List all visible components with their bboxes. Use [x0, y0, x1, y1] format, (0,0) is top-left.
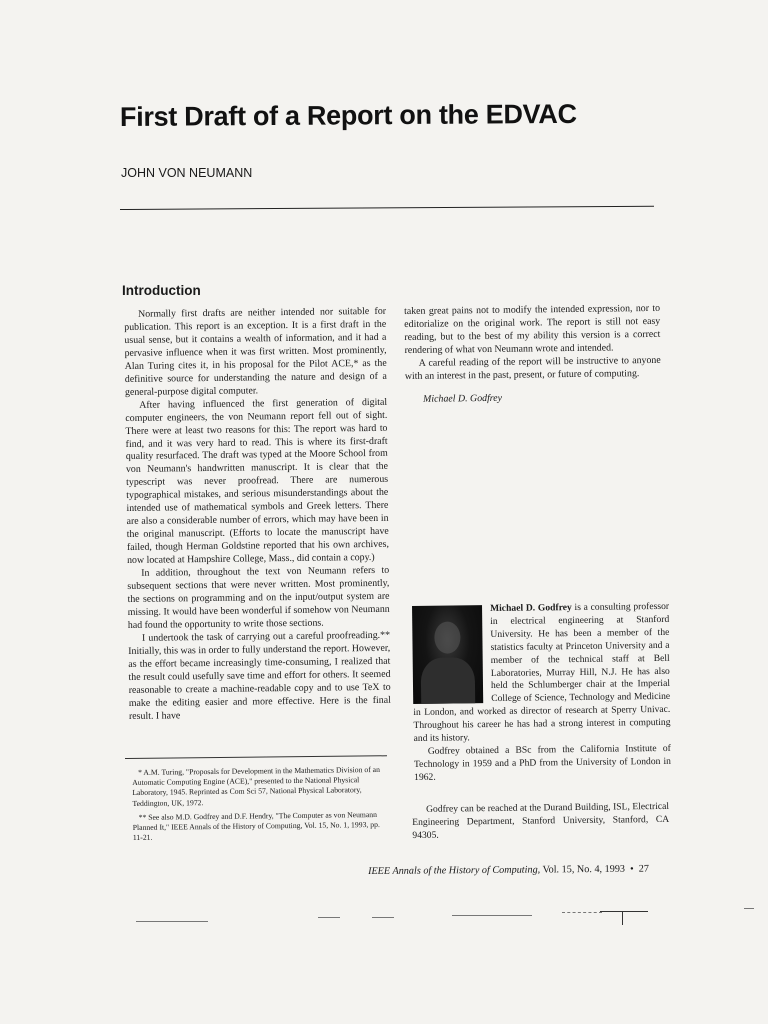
footnote-rule — [125, 755, 387, 759]
scan-artifact-line — [600, 911, 648, 912]
left-column — [124, 306, 391, 724]
page-footer — [368, 863, 668, 877]
author-bio — [412, 601, 671, 785]
scan-artifact-tick — [622, 911, 623, 925]
intro-paragraph-2: After having influenced the first generation of digital computer engineers, the von Neumann report fell out of sight. There were at least two reasons for this: The report was hard to find, and it was very hard to read. This is where its first-draft quality resurfaced. The draft was typed at the Moore School from von Neumann's handwritten manuscript. It is clear that the typescript was never proofread. There are numerous typographical mistakes, and serious misunderstandings about the intended use of mathematical symbols and Greek letters. There are also a considerable number of errors, which may have been in the original manuscript. (Efforts to locate the manuscript have failed, though Herman Goldstine reported that his own archives, now located at Hampshire College, Mass., did contain a copy.) — [125, 396, 389, 567]
scan-artifact-line — [372, 917, 394, 918]
footer-journal: IEEE Annals of the History of Computing — [368, 864, 538, 877]
intro-paragraph-1: Normally first drafts are neither intended nor suitable for publication. This report is an exception. It is a first draft in the usual sense, but it contains a wealth of information, and it had a pervasive influence when it was first written. Most prominently, Alan Turing cites it, in his proposal for the Pilot ACE,* as the definitive source for understanding the nature and design of a general-purpose digital computer. — [124, 305, 387, 398]
signature: Michael D. Godfrey — [423, 392, 503, 405]
scan-artifact-line — [562, 912, 602, 913]
scan-artifact-line — [318, 917, 340, 918]
right-column — [404, 303, 661, 407]
scan-artifact-line — [452, 915, 532, 916]
bio-name: Michael D. Godfrey — [489, 602, 572, 615]
article-author: JOHN VON NEUMANN — [121, 166, 253, 180]
intro-paragraph-3: In addition, throughout the text von Neumann refers to subsequent sections that were never written. Most prominently, the sections on programming and on the input/output system are missing. It would have been wonderful if somehow von Neumann had found the opportunity to write those sections. — [127, 564, 390, 631]
bio-contact-block — [412, 801, 669, 843]
intro-paragraph-4: I undertook the task of carrying out a careful proofreading.** Initially, this was in order to fully understand the report. However, as the effort became increasingly time-consuming, I realized that the result could usefully save time and effort for others. It seemed reasonable to create a machine-readable copy and to use TeX to make the editing easier and more effective. Here is the final result. I have — [128, 629, 391, 722]
intro-paragraph-5: A careful reading of the report will be instructive to anyone with an interest in the past, present, or future of computing. — [404, 354, 661, 382]
footnotes — [132, 765, 391, 848]
footnote-2: ** See also M.D. Godfrey and D.F. Hendry, "The Computer as von Neumann Planned It," IEEE Annals of the History of Computing, Vol. 15, No. 1, 1993, pp. 11-21. — [132, 809, 380, 843]
scan-artifact-line — [136, 921, 208, 922]
page-number: 27 — [638, 863, 650, 875]
scan-artifact-line — [744, 908, 754, 909]
section-heading: Introduction — [122, 283, 201, 298]
bio-education: Godfrey obtained a BSc from the California Institute of Technology in 1959 and a PhD from the University of London in 1962. — [413, 742, 672, 783]
footer-separator: • — [630, 863, 634, 875]
article-title: First Draft of a Report on the EDVAC — [119, 98, 577, 132]
bio-contact: Godfrey can be reached at the Durand Building, ISL, Electrical Engineering Department, Stanford University, Stanford, CA 94305. — [412, 800, 670, 841]
title-rule — [120, 206, 654, 210]
intro-continuation: taken great pains not to modify the intended expression, nor to editorialize on the original work. The report is still not easy reading, but to the best of my ability this version is a correct rendering of what von Neumann wrote and intended. — [404, 302, 661, 356]
bio-text: is a consulting professor in electrical engineering at Stanford University. He has been a member of the statistics faculty at Princeton University and a member of the technical staff at Bell Laboratories, Murray Hill, N.J. He has also held the Schlumberger chair at the Imperial College of Science, Technology and Medicine in London, and worked as director of research at Sperry Univac. Throughout his career he has had a strong interest in computing and its history. — [413, 600, 671, 745]
footer-issue: , Vol. 15, No. 4, 1993 — [537, 863, 626, 876]
footnote-1: * A.M. Turing, "Proposals for Development in the Mathematics Division of an Automatic Computing Engine (ACE)," presented to the National Physical Laboratory, 1945. Reprinted as Com Sci 57, National Physical Laboratory, Teddington, UK, 1972. — [132, 764, 380, 808]
author-photo — [412, 605, 483, 704]
